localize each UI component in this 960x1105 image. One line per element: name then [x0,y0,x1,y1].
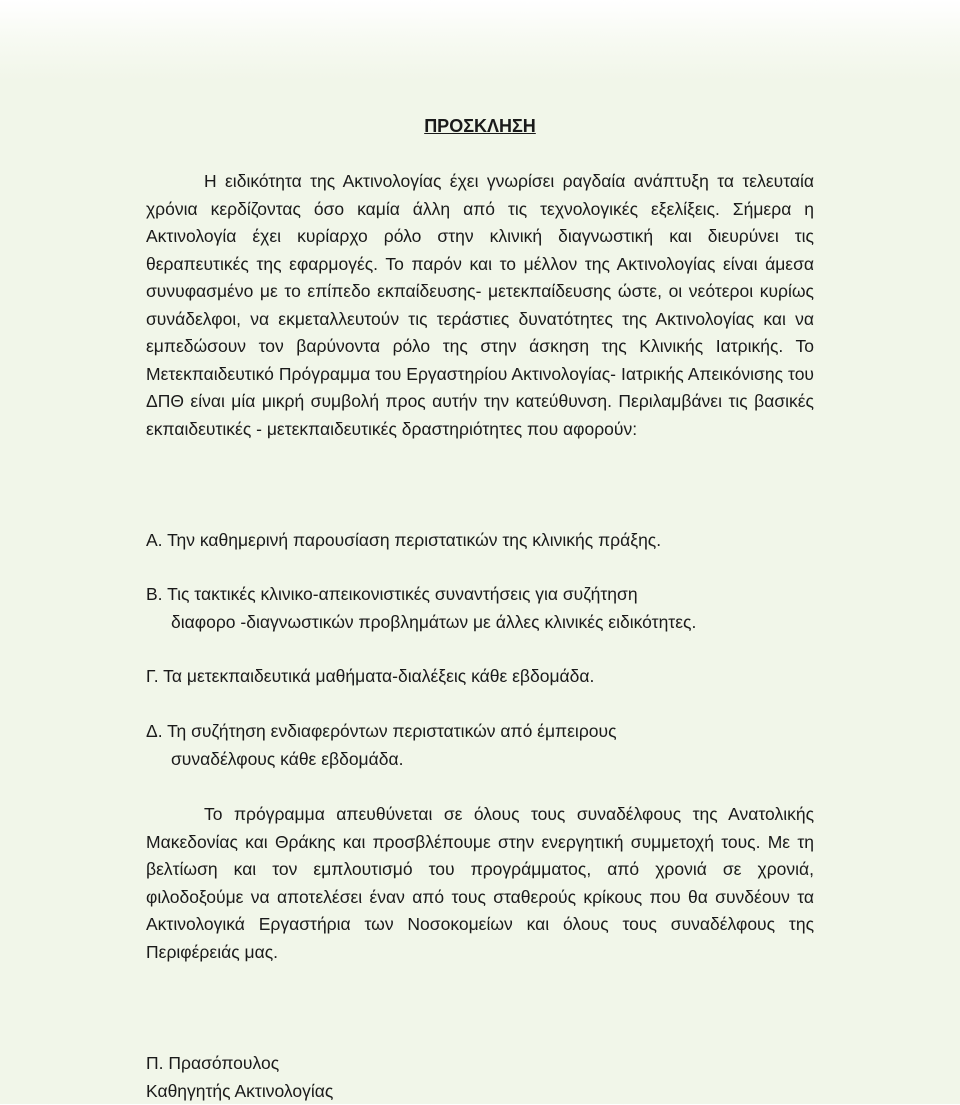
list-item [146,718,814,773]
list-item [146,527,814,555]
list-item [146,581,814,636]
list-item-text: Γ. Τα μετεκπαιδευτικά μαθήματα-διαλέξεις κάθε εβδομάδα. [146,666,594,686]
list-item-text: Β. Τις τακτικές κλινικο-απεικονιστικές συναντήσεις για συζήτηση [146,584,638,604]
closing-paragraph: Το πρόγραμμα απευθύνεται σε όλους τους συναδέλφους της Ανατολικής Μακεδονίας και Θράκης και προσβλέπουμε στην ενεργητική συμμετοχή τους. Με τη βελτίωση και τον εμπλουτισμό του προγράμματος, από χρονιά σε χρονιά, φιλοδοξούμε να αποτελέσει έναν από τους σταθερούς κρίκους που θα συνδέουν τα Ακτινολογικά Εργαστήρια των Νοσοκομείων και όλους τους συναδέλφους της Περιφέρειάς μας. [146,801,814,966]
document-page [146,0,814,1104]
document-title: ΠΡΟΣΚΛΗΣΗ [146,114,814,138]
intro-paragraph: Η ειδικότητα της Ακτινολογίας έχει γνωρίσει ραγδαία ανάπτυξη τα τελευταία χρόνια κερδίζοντας όσο καμία άλλη από τις τεχνολογικές εξελίξεις. Σήμερα η Ακτινολογία έχει κυρίαρχο ρόλο στην κλινική διαγνωστική και διευρύνει τις θεραπευτικές της εφαρμογές. Το παρόν και το μέλλον της Ακτινολογίας είναι άμεσα συνυφασμένο με το επίπεδο εκπαίδευσης- μετεκπαίδευσης ώστε, οι νεότεροι κυρίως συνάδελφοι, να εκμεταλλευτούν τις τεράστιες δυνατότητες της Ακτινολογίας και να εμπεδώσουν τον βαρύνοντα ρόλο της στην άσκηση της Κλινικής Ιατρικής. Το Μετεκπαιδευτικό Πρόγραμμα του Εργαστηρίου Ακτινολογίας- Ιατρικής Απεικόνισης του ΔΠΘ είναι μία μικρή συμβολή προς αυτήν την κατεύθυνση. Περιλαμβάνει τις βασικές εκπαιδευτικές - μετεκπαιδευτικές δραστηριότητες που αφορούν: [146,168,814,443]
list-item-text: Α. Την καθημερινή παρουσίαση περιστατικών της κλινικής πράξης. [146,530,661,550]
list-item-continuation: διαφορο -διαγνωστικών προβλημάτων με άλλες κλινικές ειδικότητες. [146,609,814,637]
list-item-text: Δ. Τη συζήτηση ενδιαφερόντων περιστατικών από έμπειρους [146,721,617,741]
list-item [146,663,814,691]
signature-block [146,1050,333,1105]
list-item-continuation: συναδέλφους κάθε εβδομάδα. [146,746,814,774]
signature-name: Π. Πρασόπουλος [146,1050,333,1078]
signature-role: Καθηγητής Ακτινολογίας [146,1078,333,1105]
